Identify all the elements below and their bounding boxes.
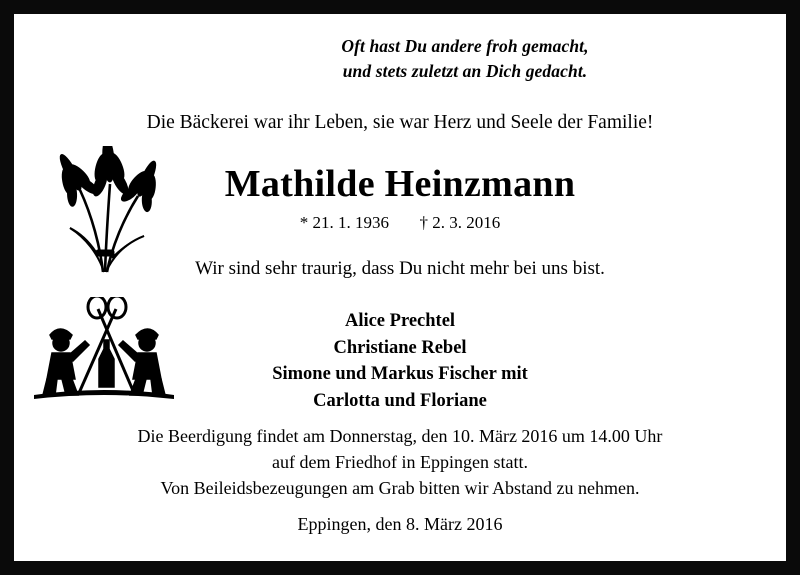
death-date: 2. 3. 2016: [432, 213, 501, 232]
verse-line-2: und stets zuletzt an Dich gedacht.: [342, 60, 588, 81]
sorrow-line: Wir sind sehr traurig, dass Du nicht mehr bei uns bist.: [195, 258, 605, 279]
birth-symbol: *: [299, 213, 309, 232]
funeral-line-1: Die Beerdigung findet am Donnerstag, den 10. März 2016 um 14.00 Uhr: [137, 426, 663, 446]
funeral-line-2: auf dem Friedhof in Eppingen statt.: [272, 451, 528, 472]
obituary-card: [14, 14, 786, 561]
place-and-date: Eppingen, den 8. März 2016: [297, 514, 503, 534]
death-symbol: †: [419, 213, 428, 232]
survivor-line: Alice Prechtel: [344, 311, 456, 331]
obituary-content: [14, 14, 786, 561]
funeral-line-3: Von Beileidsbezeugungen am Grab bitten wir Abstand zu nehmen.: [160, 477, 640, 498]
survivor-line: Christiane Rebel: [333, 337, 467, 358]
two-bakers-with-peels-icon: [24, 297, 184, 412]
survivor-line: Simone und Markus Fischer mit: [272, 364, 528, 385]
verse-block: [14, 34, 786, 84]
funeral-details: [14, 424, 786, 502]
birth-date: 21. 1. 1936: [312, 213, 389, 232]
lead-line: Die Bäckerei war ihr Leben, sie war Herz und Seele der Familie!: [146, 112, 654, 133]
survivor-line: Carlotta und Floriane: [313, 390, 487, 411]
wheat-sheaf-icon: [40, 146, 170, 276]
verse-line-1: Oft hast Du andere froh gemacht,: [341, 36, 589, 56]
deceased-name: Mathilde Heinzmann: [224, 163, 576, 205]
